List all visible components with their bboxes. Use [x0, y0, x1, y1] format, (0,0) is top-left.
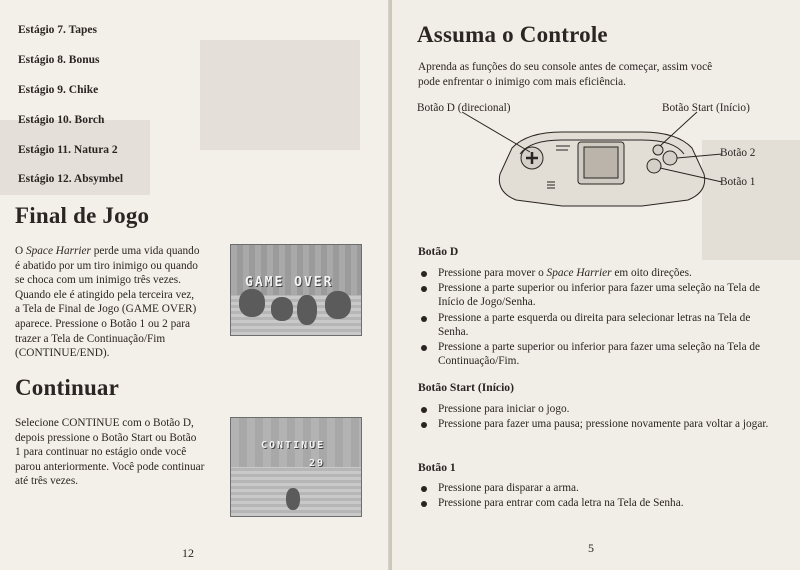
final-de-jogo-text: O Space Harrier perde uma vida quando é abatido por um tiro inimigo ou quando se choca com um inimigo três vezes. Quando ele é atingido pela terceira vez, a Tela de Final de Jogo (GAME OVER) aparece. Pressione o Botão 1 ou 2 para trazer a Tela de Continuação/Fim (CONTINUE/END).	[15, 245, 200, 360]
final-de-jogo-heading: Final de Jogo	[15, 203, 150, 228]
botao-1-list	[418, 481, 778, 511]
stage-8: Estágio 8. Bonus	[18, 54, 100, 66]
list-item: Pressione a parte superior ou inferior para fazer uma seleção na Tela de Continuação/Fim.	[418, 340, 778, 368]
game-gear-illustration	[392, 110, 800, 220]
intro-text: Aprenda as funções do seu console antes de começar, assim você pode enfrentar o inimigo com mais eficiência.	[418, 61, 713, 88]
page-number-right: 5	[588, 541, 594, 555]
game-over-screenshot	[230, 244, 362, 336]
stage-12: Estágio 12. Absymbel	[18, 173, 124, 185]
stage-11: Estágio 11. Natura 2	[18, 144, 118, 156]
callout-button-1: Botão 1	[720, 176, 756, 188]
continuar-heading: Continuar	[15, 375, 120, 400]
bleed-through-shadow	[200, 40, 360, 150]
assuma-o-controle-heading: Assuma o Controle	[417, 22, 608, 47]
right-page	[392, 0, 800, 570]
botao-start-list	[418, 402, 778, 432]
stage-10: Estágio 10. Borch	[18, 114, 105, 126]
game-over-banner: GAME OVER	[245, 275, 334, 290]
section-heading-botao-start: Botão Start (Início)	[418, 381, 514, 394]
list-item: Pressione a parte superior ou inferior para fazer uma seleção na Tela de Início de Jogo/Senha.	[418, 281, 778, 309]
list-item: Pressione para entrar com cada letra na Tela de Senha.	[418, 496, 778, 510]
continue-banner: CONTINUE	[261, 440, 326, 451]
section-heading-botao-d: Botão D	[418, 245, 459, 258]
stage-7: Estágio 7. Tapes	[18, 24, 97, 36]
list-item: Pressione para iniciar o jogo.	[418, 402, 778, 416]
botao-d-list	[418, 266, 778, 369]
callout-d-button: Botão D (direcional)	[417, 102, 511, 114]
list-item: Pressione para mover o Space Harrier em oito direções.	[418, 266, 778, 280]
callout-button-2: Botão 2	[720, 147, 756, 159]
list-item: Pressione para disparar a arma.	[418, 481, 778, 495]
list-item: Pressione a parte esquerda ou direita para selecionar letras na Tela de Senha.	[418, 311, 778, 339]
continue-screenshot	[230, 417, 362, 517]
left-page	[0, 0, 390, 570]
continuar-text: Selecione CONTINUE com o Botão D, depois pressione o Botão Start ou Botão 1 para continuar no estágio onde você parou anteriormente. Você pode continuar até três vezes.	[15, 417, 205, 488]
list-item: Pressione para fazer uma pausa; pressione novamente para voltar a jogar.	[418, 417, 778, 431]
stage-9: Estágio 9. Chike	[18, 84, 99, 96]
section-heading-botao-1: Botão 1	[418, 461, 456, 474]
continue-counter: 29	[309, 458, 326, 469]
page-number-left: 12	[182, 546, 194, 560]
callout-start-button: Botão Start (Início)	[662, 102, 750, 114]
